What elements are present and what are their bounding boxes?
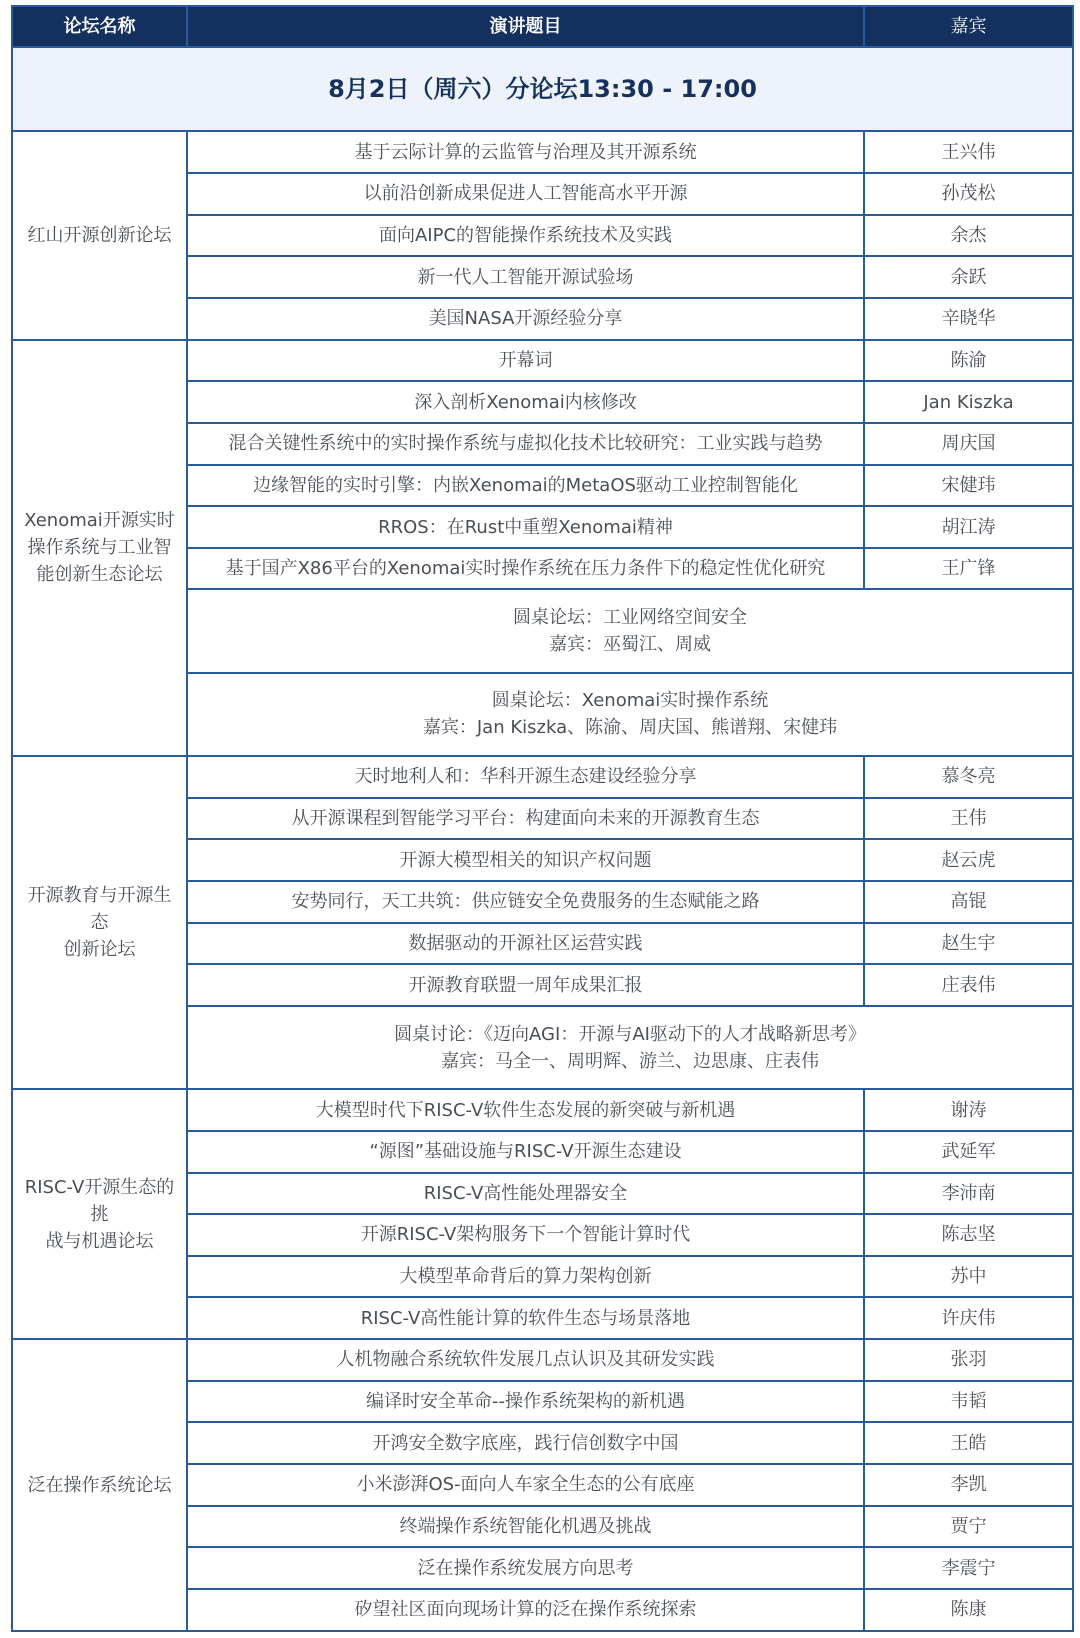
table-header-row: [12, 6, 1073, 47]
roundtable-title: 圆桌论坛：工业网络空间安全: [513, 607, 747, 629]
speaker-cell: 李凯: [864, 1464, 1073, 1506]
topic-cell: 编译时安全革命--操作系统架构的新机遇: [187, 1381, 864, 1423]
forum-name-cell: [12, 756, 187, 1089]
speaker-cell: 周庆国: [864, 423, 1073, 465]
speaker-cell: 辛晓华: [864, 298, 1073, 340]
speaker-cell: 赵生宇: [864, 923, 1073, 965]
topic-cell: 大模型时代下RISC-V软件生态发展的新突破与新机遇: [187, 1089, 864, 1131]
topic-cell: 混合关键性系统中的实时操作系统与虚拟化技术比较研究：工业实践与趋势: [187, 423, 864, 465]
topic-cell: 从开源课程到智能学习平台：构建面向未来的开源教育生态: [187, 798, 864, 840]
speaker-cell: 王伟: [864, 798, 1073, 840]
speaker-cell: 余跃: [864, 256, 1073, 298]
roundtable-cell: [187, 1006, 1073, 1089]
speaker-cell: 苏中: [864, 1256, 1073, 1298]
speaker-cell: 陈志坚: [864, 1214, 1073, 1256]
roundtable-title: 圆桌讨论：《迈向AGI：开源与AI驱动下的人才战略新思考》: [394, 1023, 866, 1045]
roundtable-cell: [187, 589, 1073, 672]
forum-name-line: RISC-V开源生态的挑: [24, 1176, 175, 1225]
forum-name-line: Xenomai开源实时: [24, 510, 175, 532]
speaker-cell: 王兴伟: [864, 131, 1073, 173]
speaker-cell: 胡江涛: [864, 506, 1073, 548]
speaker-cell: 陈康: [864, 1589, 1073, 1631]
topic-cell: 泛在操作系统发展方向思考: [187, 1547, 864, 1589]
speaker-cell: 宋健玮: [864, 465, 1073, 507]
guest-header: 嘉宾: [864, 6, 1073, 47]
forum-name-line: 能创新生态论坛: [36, 564, 163, 586]
table-row: [12, 756, 1073, 798]
roundtable-cell: [187, 673, 1073, 756]
topic-cell: 大模型革命背后的算力架构创新: [187, 1256, 864, 1298]
roundtable-guests: 嘉宾：巫蜀江、周威: [549, 634, 711, 656]
topic-cell: 终端操作系统智能化机遇及挑战: [187, 1506, 864, 1548]
forum-name-line: 创新论坛: [63, 939, 136, 961]
topic-cell: 矽望社区面向现场计算的泛在操作系统探索: [187, 1589, 864, 1631]
topic-cell: 安势同行，天工共筑：供应链安全免费服务的生态赋能之路: [187, 881, 864, 923]
topic-cell: 小米澎湃OS-面向人车家全生态的公有底座: [187, 1464, 864, 1506]
session-title: 8月2日（周六）分论坛13:30 - 17:00: [12, 47, 1073, 131]
topic-cell: 数据驱动的开源社区运营实践: [187, 923, 864, 965]
speaker-cell: 贾宁: [864, 1506, 1073, 1548]
speaker-cell: 王皓: [864, 1422, 1073, 1464]
roundtable-title: 圆桌论坛：Xenomai实时操作系统: [491, 690, 769, 712]
speaker-cell: 谢涛: [864, 1089, 1073, 1131]
speaker-cell: 韦韬: [864, 1381, 1073, 1423]
speaker-cell: 高锟: [864, 881, 1073, 923]
forum-schedule-table: [11, 5, 1074, 1632]
topic-cell: 基于云际计算的云监管与治理及其开源系统: [187, 131, 864, 173]
table-row: [12, 340, 1073, 382]
table-row: [12, 1339, 1073, 1381]
forum-name-line: 开源教育与开源生态: [27, 885, 172, 934]
speaker-cell: 李震宁: [864, 1547, 1073, 1589]
speaker-cell: 陈渝: [864, 340, 1073, 382]
topic-cell: RISC-V高性能处理器安全: [187, 1173, 864, 1215]
speaker-cell: 慕冬亮: [864, 756, 1073, 798]
table-row: [12, 131, 1073, 173]
topic-cell: 深入剖析Xenomai内核修改: [187, 381, 864, 423]
speaker-cell: 武延军: [864, 1131, 1073, 1173]
forum-name-cell: [12, 340, 187, 756]
speaker-cell: 余杰: [864, 215, 1073, 257]
speaker-cell: 张羽: [864, 1339, 1073, 1381]
forum-name-header: 论坛名称: [12, 6, 187, 47]
topic-cell: 开源RISC-V架构服务下一个智能计算时代: [187, 1214, 864, 1256]
speaker-cell: 王广锋: [864, 548, 1073, 590]
session-row: [12, 47, 1073, 131]
speaker-cell: 赵云虎: [864, 839, 1073, 881]
forum-name-line: 泛在操作系统论坛: [27, 1474, 172, 1496]
forum-name-line: 操作系统与工业智: [27, 537, 172, 559]
speaker-cell: Jan Kiszka: [864, 381, 1073, 423]
topic-cell: 开源大模型相关的知识产权问题: [187, 839, 864, 881]
topic-cell: RROS：在Rust中重塑Xenomai精神: [187, 506, 864, 548]
speaker-cell: 李沛南: [864, 1173, 1073, 1215]
topic-cell: 开源教育联盟一周年成果汇报: [187, 964, 864, 1006]
topic-cell: RISC-V高性能计算的软件生态与场景落地: [187, 1297, 864, 1339]
topic-cell: 边缘智能的实时引擎：内嵌Xenomai的MetaOS驱动工业控制智能化: [187, 465, 864, 507]
topic-cell: 开鸿安全数字底座，践行信创数字中国: [187, 1422, 864, 1464]
topic-cell: 人机物融合系统软件发展几点认识及其研发实践: [187, 1339, 864, 1381]
roundtable-guests: 嘉宾：马全一、周明辉、游兰、边思康、庄表伟: [441, 1050, 819, 1072]
topic-cell: 开幕词: [187, 340, 864, 382]
forum-name-line: 战与机遇论坛: [45, 1230, 154, 1252]
topic-cell: 美国NASA开源经验分享: [187, 298, 864, 340]
topic-cell: 天时地利人和：华科开源生态建设经验分享: [187, 756, 864, 798]
forum-name-cell: [12, 1089, 187, 1339]
topic-cell: “源图”基础设施与RISC-V开源生态建设: [187, 1131, 864, 1173]
forum-name-cell: [12, 1339, 187, 1631]
topic-header: 演讲题目: [187, 6, 864, 47]
roundtable-guests: 嘉宾：Jan Kiszka、陈渝、周庆国、熊谱翔、宋健玮: [422, 717, 838, 739]
topic-cell: 以前沿创新成果促进人工智能高水平开源: [187, 173, 864, 215]
forum-name-cell: [12, 131, 187, 339]
table-row: [12, 1089, 1073, 1131]
forum-name-line: 红山开源创新论坛: [27, 225, 172, 247]
topic-cell: 基于国产X86平台的Xenomai实时操作系统在压力条件下的稳定性优化研究: [187, 548, 864, 590]
topic-cell: 面向AIPC的智能操作系统技术及实践: [187, 215, 864, 257]
speaker-cell: 许庆伟: [864, 1297, 1073, 1339]
topic-cell: 新一代人工智能开源试验场: [187, 256, 864, 298]
speaker-cell: 庄表伟: [864, 964, 1073, 1006]
speaker-cell: 孙茂松: [864, 173, 1073, 215]
